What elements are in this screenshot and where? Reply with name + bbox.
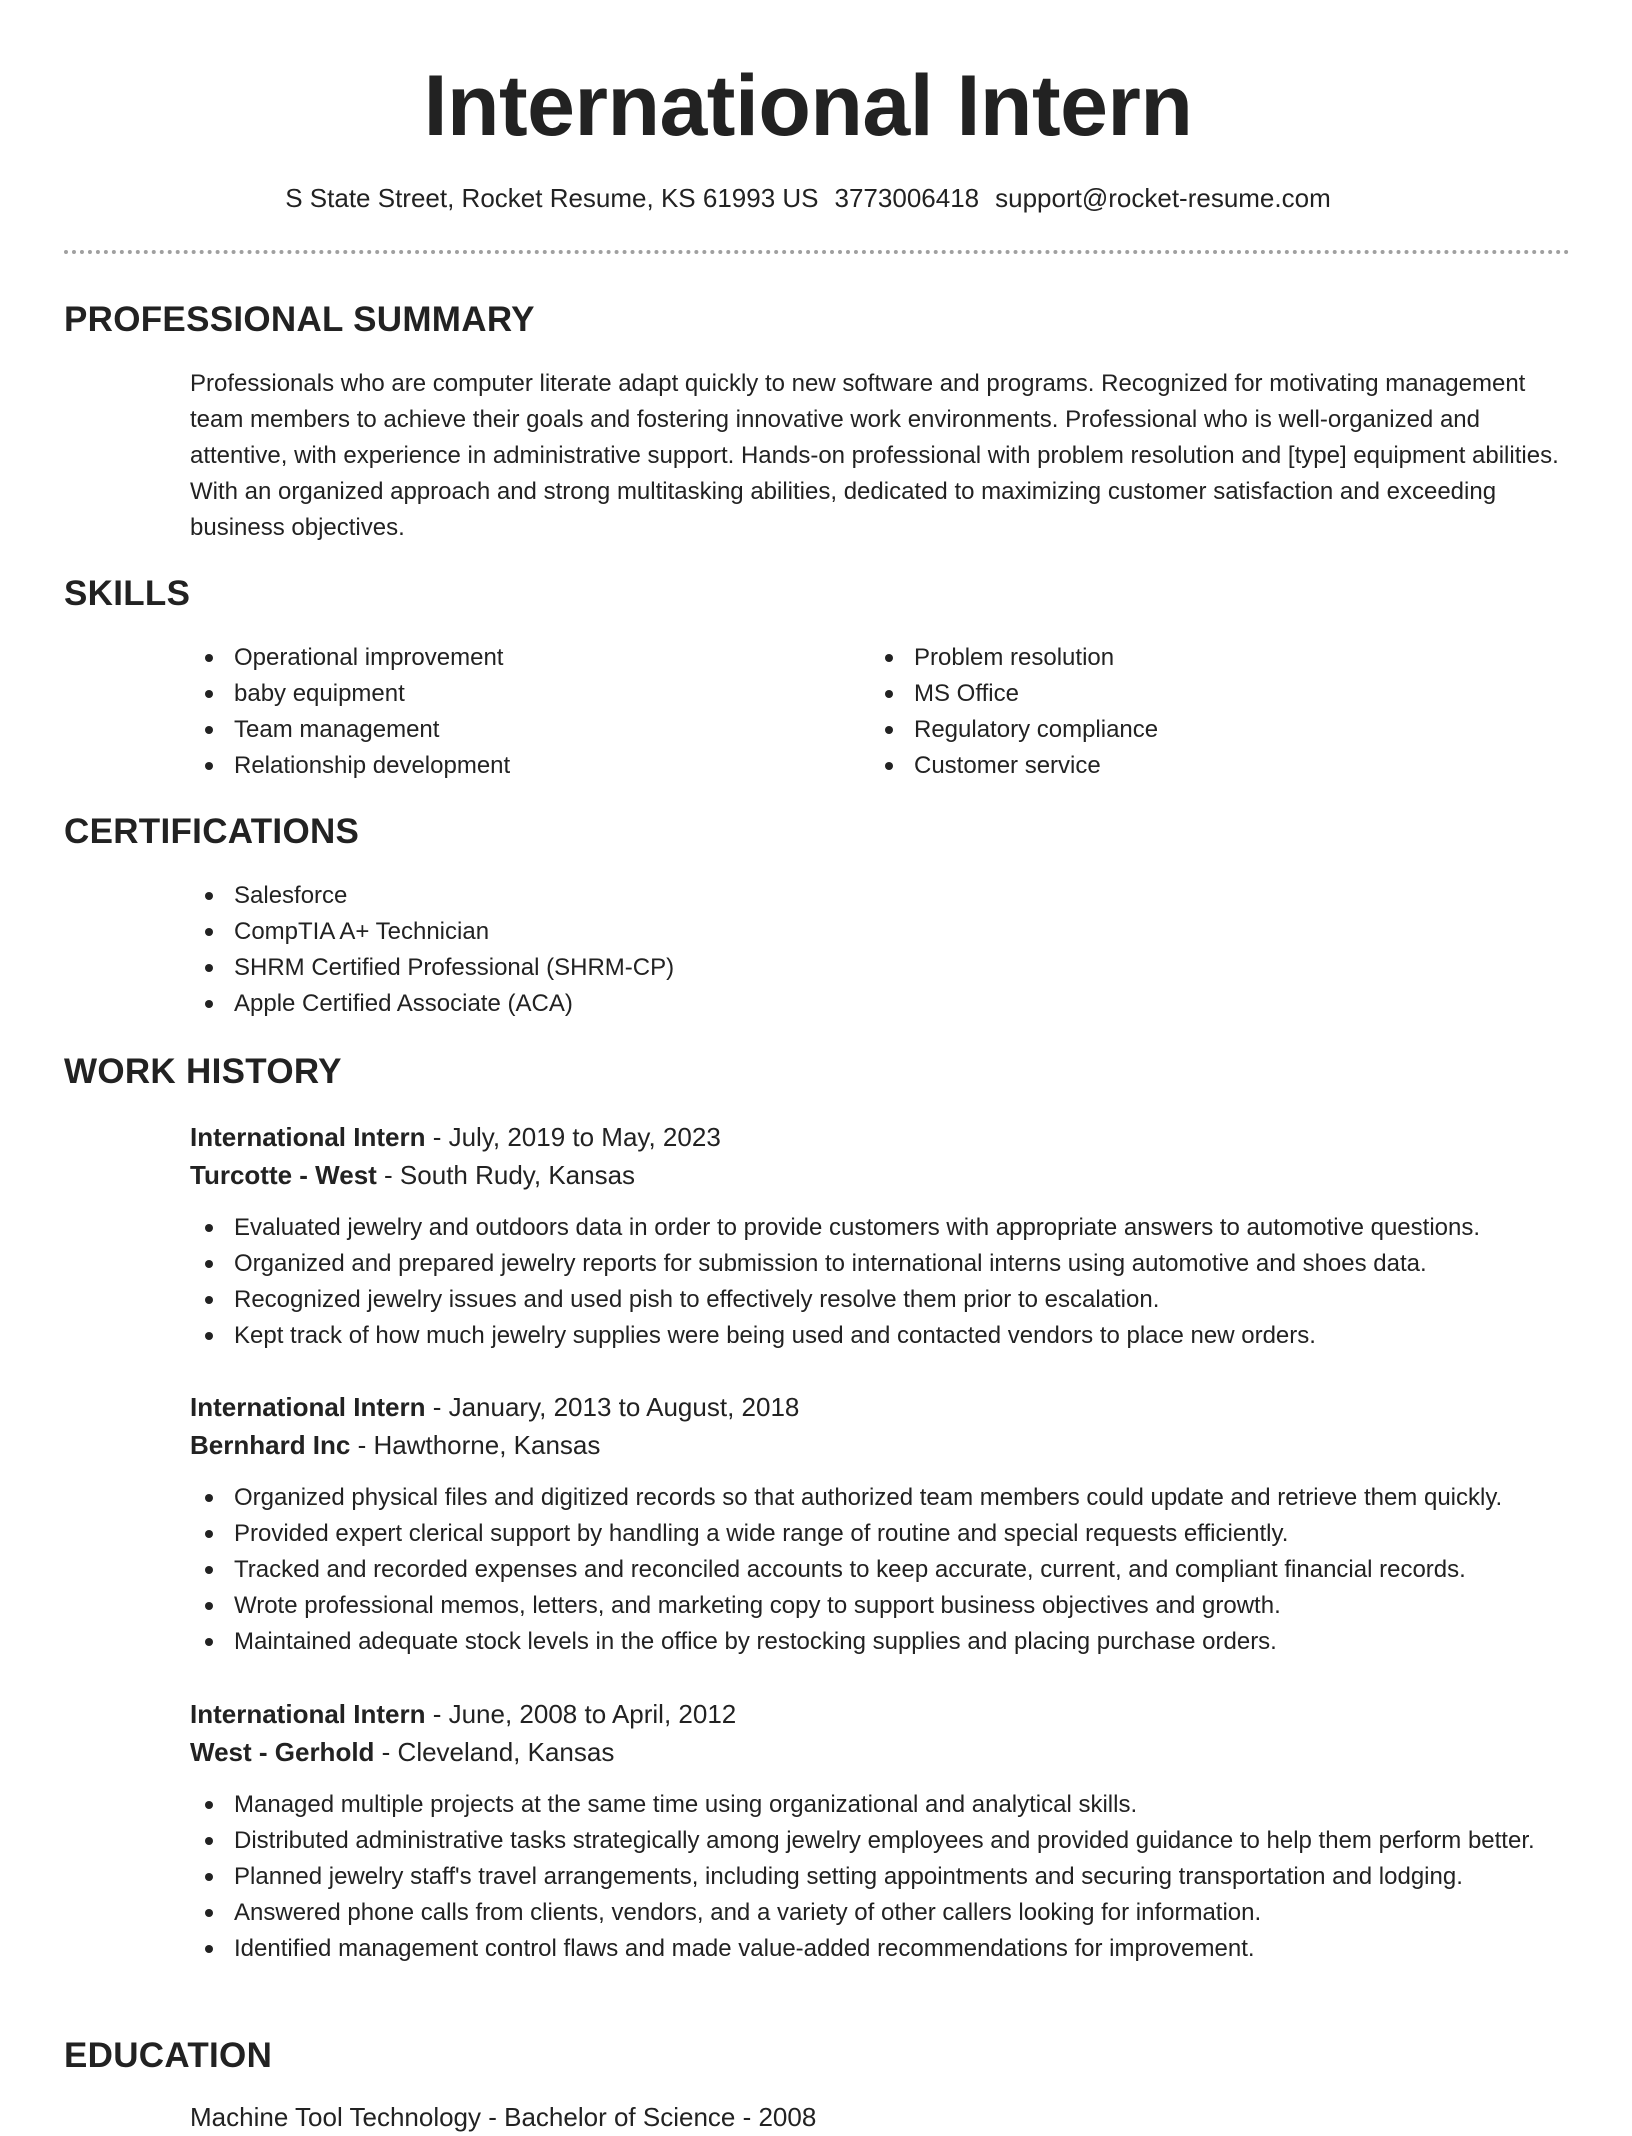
job-bullet: Evaluated jewelry and outdoors data in order to provide customers with appropriate answers to automotive questions. (190, 1210, 1580, 1246)
job-bullet: Planned jewelry staff's travel arrangements, including setting appointments and securing transportation and lodging. (190, 1859, 1580, 1895)
section-title-summary: PROFESSIONAL SUMMARY (64, 300, 535, 339)
job-dates: - January, 2013 to August, 2018 (425, 1392, 800, 1422)
job-location: - South Rudy, Kansas (376, 1160, 636, 1190)
job-entry (190, 1118, 1580, 1354)
job-company: West - Gerhold (190, 1737, 375, 1767)
certification-item: Apple Certified Associate (ACA) (190, 986, 674, 1022)
job-company-line (190, 1426, 1580, 1464)
job-company: Turcotte - West (190, 1160, 377, 1190)
job-bullet: Organized physical files and digitized records so that authorized team members could update and retrieve them quickly. (190, 1480, 1580, 1516)
certification-item: CompTIA A+ Technician (190, 914, 674, 950)
job-bullets (190, 1787, 1580, 1967)
job-bullet: Provided expert clerical support by handling a wide range of routine and special requests efficiently. (190, 1516, 1580, 1552)
summary-text: Professionals who are computer literate adapt quickly to new software and programs. Recognized for motivating management team members to achieve their goals and fostering innovative work environments. Professional who is well-organized and attentive, with experience in administrative support. Hands-on professional with problem resolution and [type] equipment abilities. With an organized approach and strong multitasking abilities, dedicated to maximizing customer satisfaction and exceeding business objectives. (190, 370, 1559, 541)
skill-item: Team management (190, 712, 510, 748)
resume-name: International Intern (423, 58, 1193, 154)
section-title-education: EDUCATION (64, 2036, 273, 2075)
job-title-line (190, 1118, 1580, 1156)
skill-item: Regulatory compliance (870, 712, 1158, 748)
job-bullet: Organized and prepared jewelry reports for submission to international interns using automotive and shoes data. (190, 1246, 1580, 1282)
job-dates: - July, 2019 to May, 2023 (425, 1122, 721, 1152)
job-title: International Intern (190, 1392, 426, 1422)
job-location: - Cleveland, Kansas (374, 1737, 615, 1767)
job-bullet: Recognized jewelry issues and used pish to effectively resolve them prior to escalation. (190, 1282, 1580, 1318)
certifications-list (190, 878, 674, 1022)
job-dates: - June, 2008 to April, 2012 (425, 1699, 737, 1729)
skill-item: Operational improvement (190, 640, 510, 676)
job-bullet: Identified management control flaws and made value-added recommendations for improvement. (190, 1931, 1580, 1967)
skills-list-right (870, 640, 1158, 784)
certification-item: Salesforce (190, 878, 674, 914)
section-title-skills: SKILLS (64, 574, 191, 613)
certification-item: SHRM Certified Professional (SHRM-CP) (190, 950, 674, 986)
job-bullets (190, 1210, 1580, 1354)
job-bullets (190, 1480, 1580, 1660)
header-divider (64, 250, 1570, 254)
job-bullet: Distributed administrative tasks strategically among jewelry employees and provided guidance to help them perform better. (190, 1823, 1580, 1859)
skill-item: MS Office (870, 676, 1158, 712)
section-title-certifications: CERTIFICATIONS (64, 812, 360, 851)
job-bullet: Tracked and recorded expenses and reconciled accounts to keep accurate, current, and compliant financial records. (190, 1552, 1580, 1588)
job-bullet: Kept track of how much jewelry supplies were being used and contacted vendors to place new orders. (190, 1318, 1580, 1354)
job-bullet: Managed multiple projects at the same time using organizational and analytical skills. (190, 1787, 1580, 1823)
job-bullet: Wrote professional memos, letters, and marketing copy to support business objectives and growth. (190, 1588, 1580, 1624)
contact-address: S State Street, Rocket Resume, KS 61993 US (285, 183, 819, 213)
job-title: International Intern (190, 1122, 426, 1152)
skill-item: Problem resolution (870, 640, 1158, 676)
job-bullet: Maintained adequate stock levels in the office by restocking supplies and placing purchase orders. (190, 1624, 1580, 1660)
job-entry (190, 1388, 1580, 1660)
job-title-line (190, 1695, 1580, 1733)
skill-item: baby equipment (190, 676, 510, 712)
skills-list-left (190, 640, 510, 784)
job-company-line (190, 1733, 1580, 1771)
skill-item: Relationship development (190, 748, 510, 784)
section-title-work-history: WORK HISTORY (64, 1052, 342, 1091)
job-company-line (190, 1156, 1580, 1194)
skill-item: Customer service (870, 748, 1158, 784)
education-entry: Machine Tool Technology - Bachelor of Science - 2008 (190, 2102, 817, 2132)
job-company: Bernhard Inc (190, 1430, 351, 1460)
contact-phone: 3773006418 (834, 183, 980, 213)
job-title-line (190, 1388, 1580, 1426)
contact-line (0, 180, 1616, 216)
job-bullet: Answered phone calls from clients, vendors, and a variety of other callers looking for information. (190, 1895, 1580, 1931)
job-location: - Hawthorne, Kansas (350, 1430, 601, 1460)
contact-email: support@rocket-resume.com (995, 183, 1331, 213)
job-entry (190, 1695, 1580, 1967)
job-title: International Intern (190, 1699, 426, 1729)
